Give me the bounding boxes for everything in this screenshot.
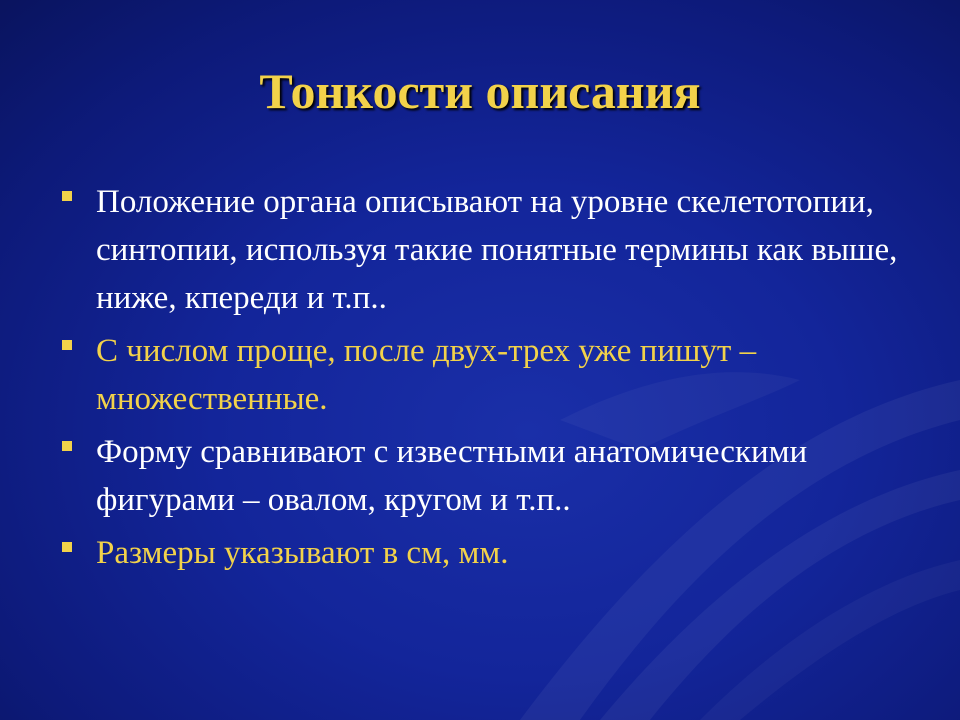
- square-bullet-icon: [62, 441, 72, 451]
- bullet-text: С числом проще, после двух-трех уже пишут – множественные.: [96, 333, 757, 417]
- square-bullet-icon: [62, 340, 72, 350]
- bullet-item-size: [62, 529, 902, 577]
- bullet-item-shape: [62, 428, 902, 524]
- slide-title: Тонкости описания: [259, 63, 701, 119]
- bullet-text: Размеры указывают в см, мм.: [96, 535, 509, 571]
- square-bullet-icon: [62, 191, 72, 201]
- bullet-text: Положение органа описывают на уровне скелетотопии, синтопии, используя такие понятные термины как выше, ниже, кпереди и т.п..: [96, 184, 898, 316]
- square-bullet-icon: [62, 542, 72, 552]
- bullet-text: Форму сравнивают с известными анатомическими фигурами – овалом, кругом и т.п..: [96, 434, 808, 518]
- bullet-item-position: [62, 178, 902, 322]
- bullet-item-number: [62, 327, 902, 423]
- bullet-list: [62, 178, 902, 582]
